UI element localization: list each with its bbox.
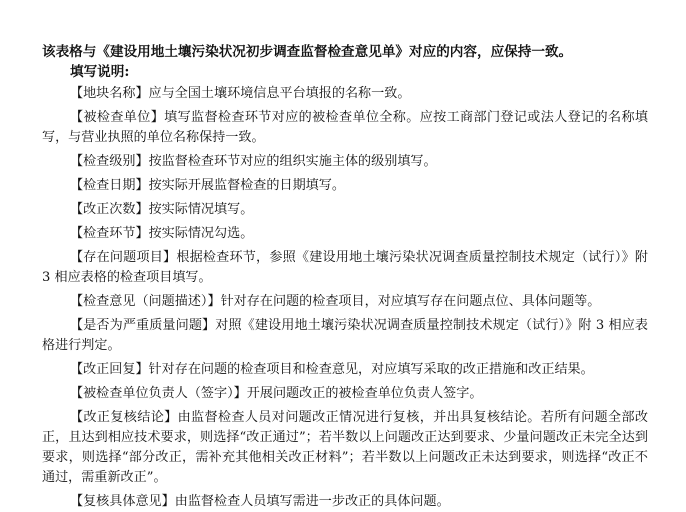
instruction-item-review-conclusion: 【改正复核结论】由监督检查人员对问题改正情况进行复核，并出具复核结论。若所有问题全部改正，且达到相应技术要求，则选择“改正通过”；若半数以上问题改正达到要求、少量问题改正未完全达到要求，则选择“部分改正，需补充其他相关改正材料”；若半数以上问题改正未达到要求，则选择“改正不通过，需重新改正”。 xyxy=(42,410,648,485)
instructions-title: 填写说明: xyxy=(70,64,130,80)
instruction-item-correction-count: 【改正次数】按实际情况填写。 xyxy=(70,202,254,217)
instruction-item-site-name: 【地块名称】应与全国土壤环境信息平台填报的名称一致。 xyxy=(70,86,411,101)
instruction-item-review-opinion: 【复核具体意见】由监督检查人员填写需进一步改正的具体问题。 xyxy=(70,494,450,509)
instruction-item-inspection-opinion: 【检查意见（问题描述）】针对存在问题的检查项目，对应填写存在问题点位、具体问题等。 xyxy=(70,294,601,309)
document-heading: 该表格与《建设用地土壤污染状况初步调查监督检查意见单》对应的内容，应保持一致。 xyxy=(42,44,573,60)
instruction-item-inspection-stage: 【检查环节】按实际情况勾选。 xyxy=(70,226,254,241)
instruction-item-inspected-unit: 【被检查单位】填写监督检查环节对应的被检查单位全称。应按工商部门登记或法人登记的名称填写，与营业执照的单位名称保持一致。 xyxy=(42,110,648,145)
instruction-item-unit-signature: 【被检查单位负责人（签字）】开展问题改正的被检查单位负责人签字。 xyxy=(70,386,483,401)
instruction-item-serious-issue: 【是否为严重质量问题】对照《建设用地土壤污染状况调查质量控制技术规定（试行）》附 3 相应表格进行判定。 xyxy=(42,318,648,353)
instruction-item-correction-reply: 【改正回复】针对存在问题的检查项目和检查意见，对应填写采取的改正措施和改正结果。 xyxy=(70,362,594,377)
instruction-item-inspection-date: 【检查日期】按实际开展监督检查的日期填写。 xyxy=(70,178,345,193)
instruction-item-inspection-level: 【检查级别】按监督检查环节对应的组织实施主体的级别填写。 xyxy=(70,154,437,169)
instruction-item-problem-items: 【存在问题项目】根据检查环节，参照《建设用地土壤污染状况调查质量控制技术规定（试行）》附 3 相应表格的检查项目填写。 xyxy=(42,250,648,285)
